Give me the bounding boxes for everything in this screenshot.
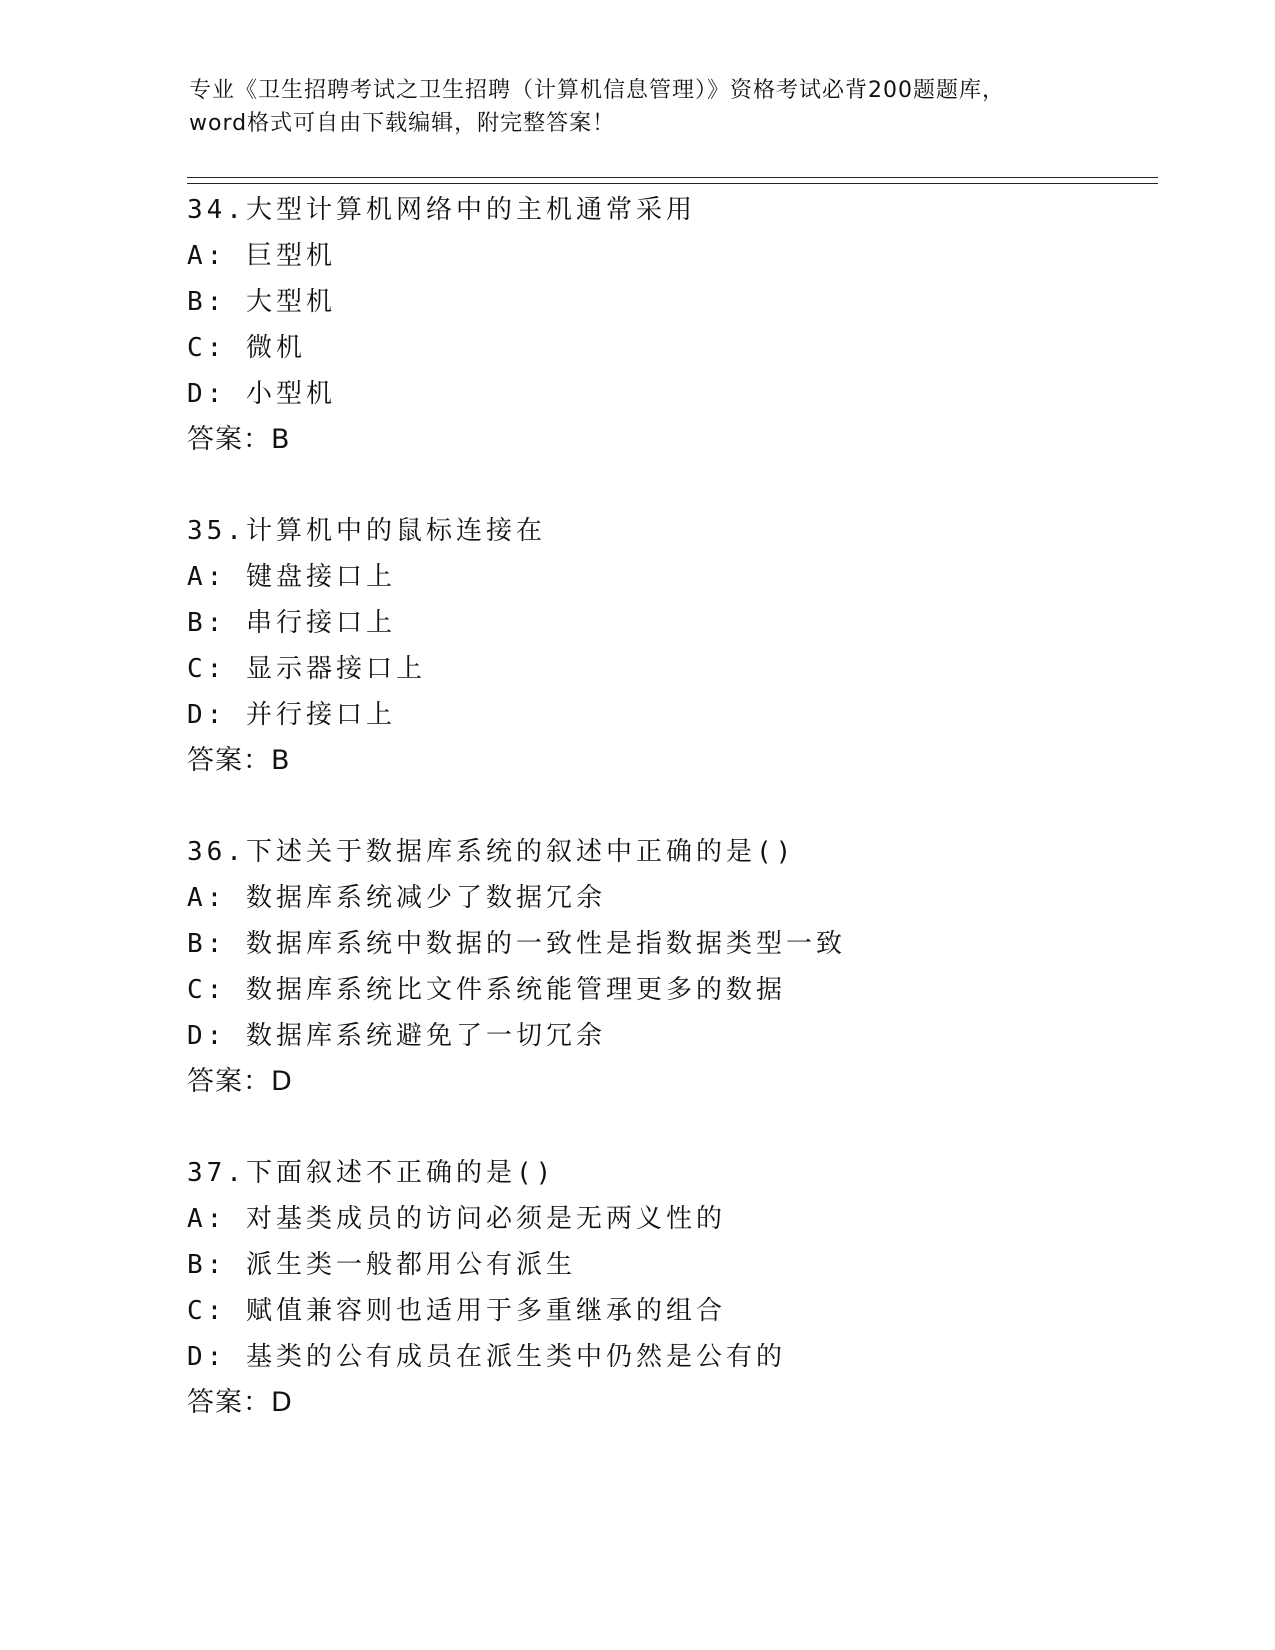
option-d: D: 小型机 bbox=[187, 379, 336, 409]
option-d: D: 并行接口上 bbox=[187, 700, 396, 730]
document-header bbox=[189, 74, 1089, 140]
option-c: C: 赋值兼容则也适用于多重继承的组合 bbox=[187, 1296, 726, 1326]
option-a: A: 巨型机 bbox=[187, 241, 336, 271]
option-a: A: 对基类成员的访问必须是无两义性的 bbox=[187, 1204, 726, 1234]
question-35 bbox=[187, 508, 1187, 784]
option-b: B: 数据库系统中数据的一致性是指数据类型一致 bbox=[187, 929, 846, 959]
option-d: D: 数据库系统避免了一切冗余 bbox=[187, 1021, 606, 1051]
header-divider-top bbox=[187, 177, 1158, 178]
question-36 bbox=[187, 829, 1187, 1105]
answer-label: 答案：D bbox=[187, 1066, 293, 1097]
question-34 bbox=[187, 187, 1187, 463]
option-b: B: 大型机 bbox=[187, 287, 336, 317]
option-b: B: 串行接口上 bbox=[187, 608, 396, 638]
question-stem: 37.下面叙述不正确的是() bbox=[187, 1158, 556, 1188]
header-subtitle-line: word格式可自由下载编辑，附完整答案！ bbox=[189, 111, 616, 136]
option-a: A: 键盘接口上 bbox=[187, 562, 396, 592]
question-37 bbox=[187, 1150, 1187, 1426]
answer-label: 答案：B bbox=[187, 745, 291, 776]
question-stem: 35.计算机中的鼠标连接在 bbox=[187, 516, 546, 546]
header-title-line: 专业《卫生招聘考试之卫生招聘（计算机信息管理）》资格考试必背200题题库， bbox=[189, 78, 1005, 103]
option-c: C: 数据库系统比文件系统能管理更多的数据 bbox=[187, 975, 786, 1005]
option-b: B: 派生类一般都用公有派生 bbox=[187, 1250, 576, 1280]
option-c: C: 微机 bbox=[187, 333, 306, 363]
option-d: D: 基类的公有成员在派生类中仍然是公有的 bbox=[187, 1342, 786, 1372]
answer-label: 答案：B bbox=[187, 424, 291, 455]
question-stem: 36.下述关于数据库系统的叙述中正确的是() bbox=[187, 837, 796, 867]
header-divider-bottom bbox=[187, 183, 1158, 184]
option-a: A: 数据库系统减少了数据冗余 bbox=[187, 883, 606, 913]
answer-label: 答案：D bbox=[187, 1387, 293, 1418]
question-stem: 34.大型计算机网络中的主机通常采用 bbox=[187, 195, 696, 225]
option-c: C: 显示器接口上 bbox=[187, 654, 426, 684]
